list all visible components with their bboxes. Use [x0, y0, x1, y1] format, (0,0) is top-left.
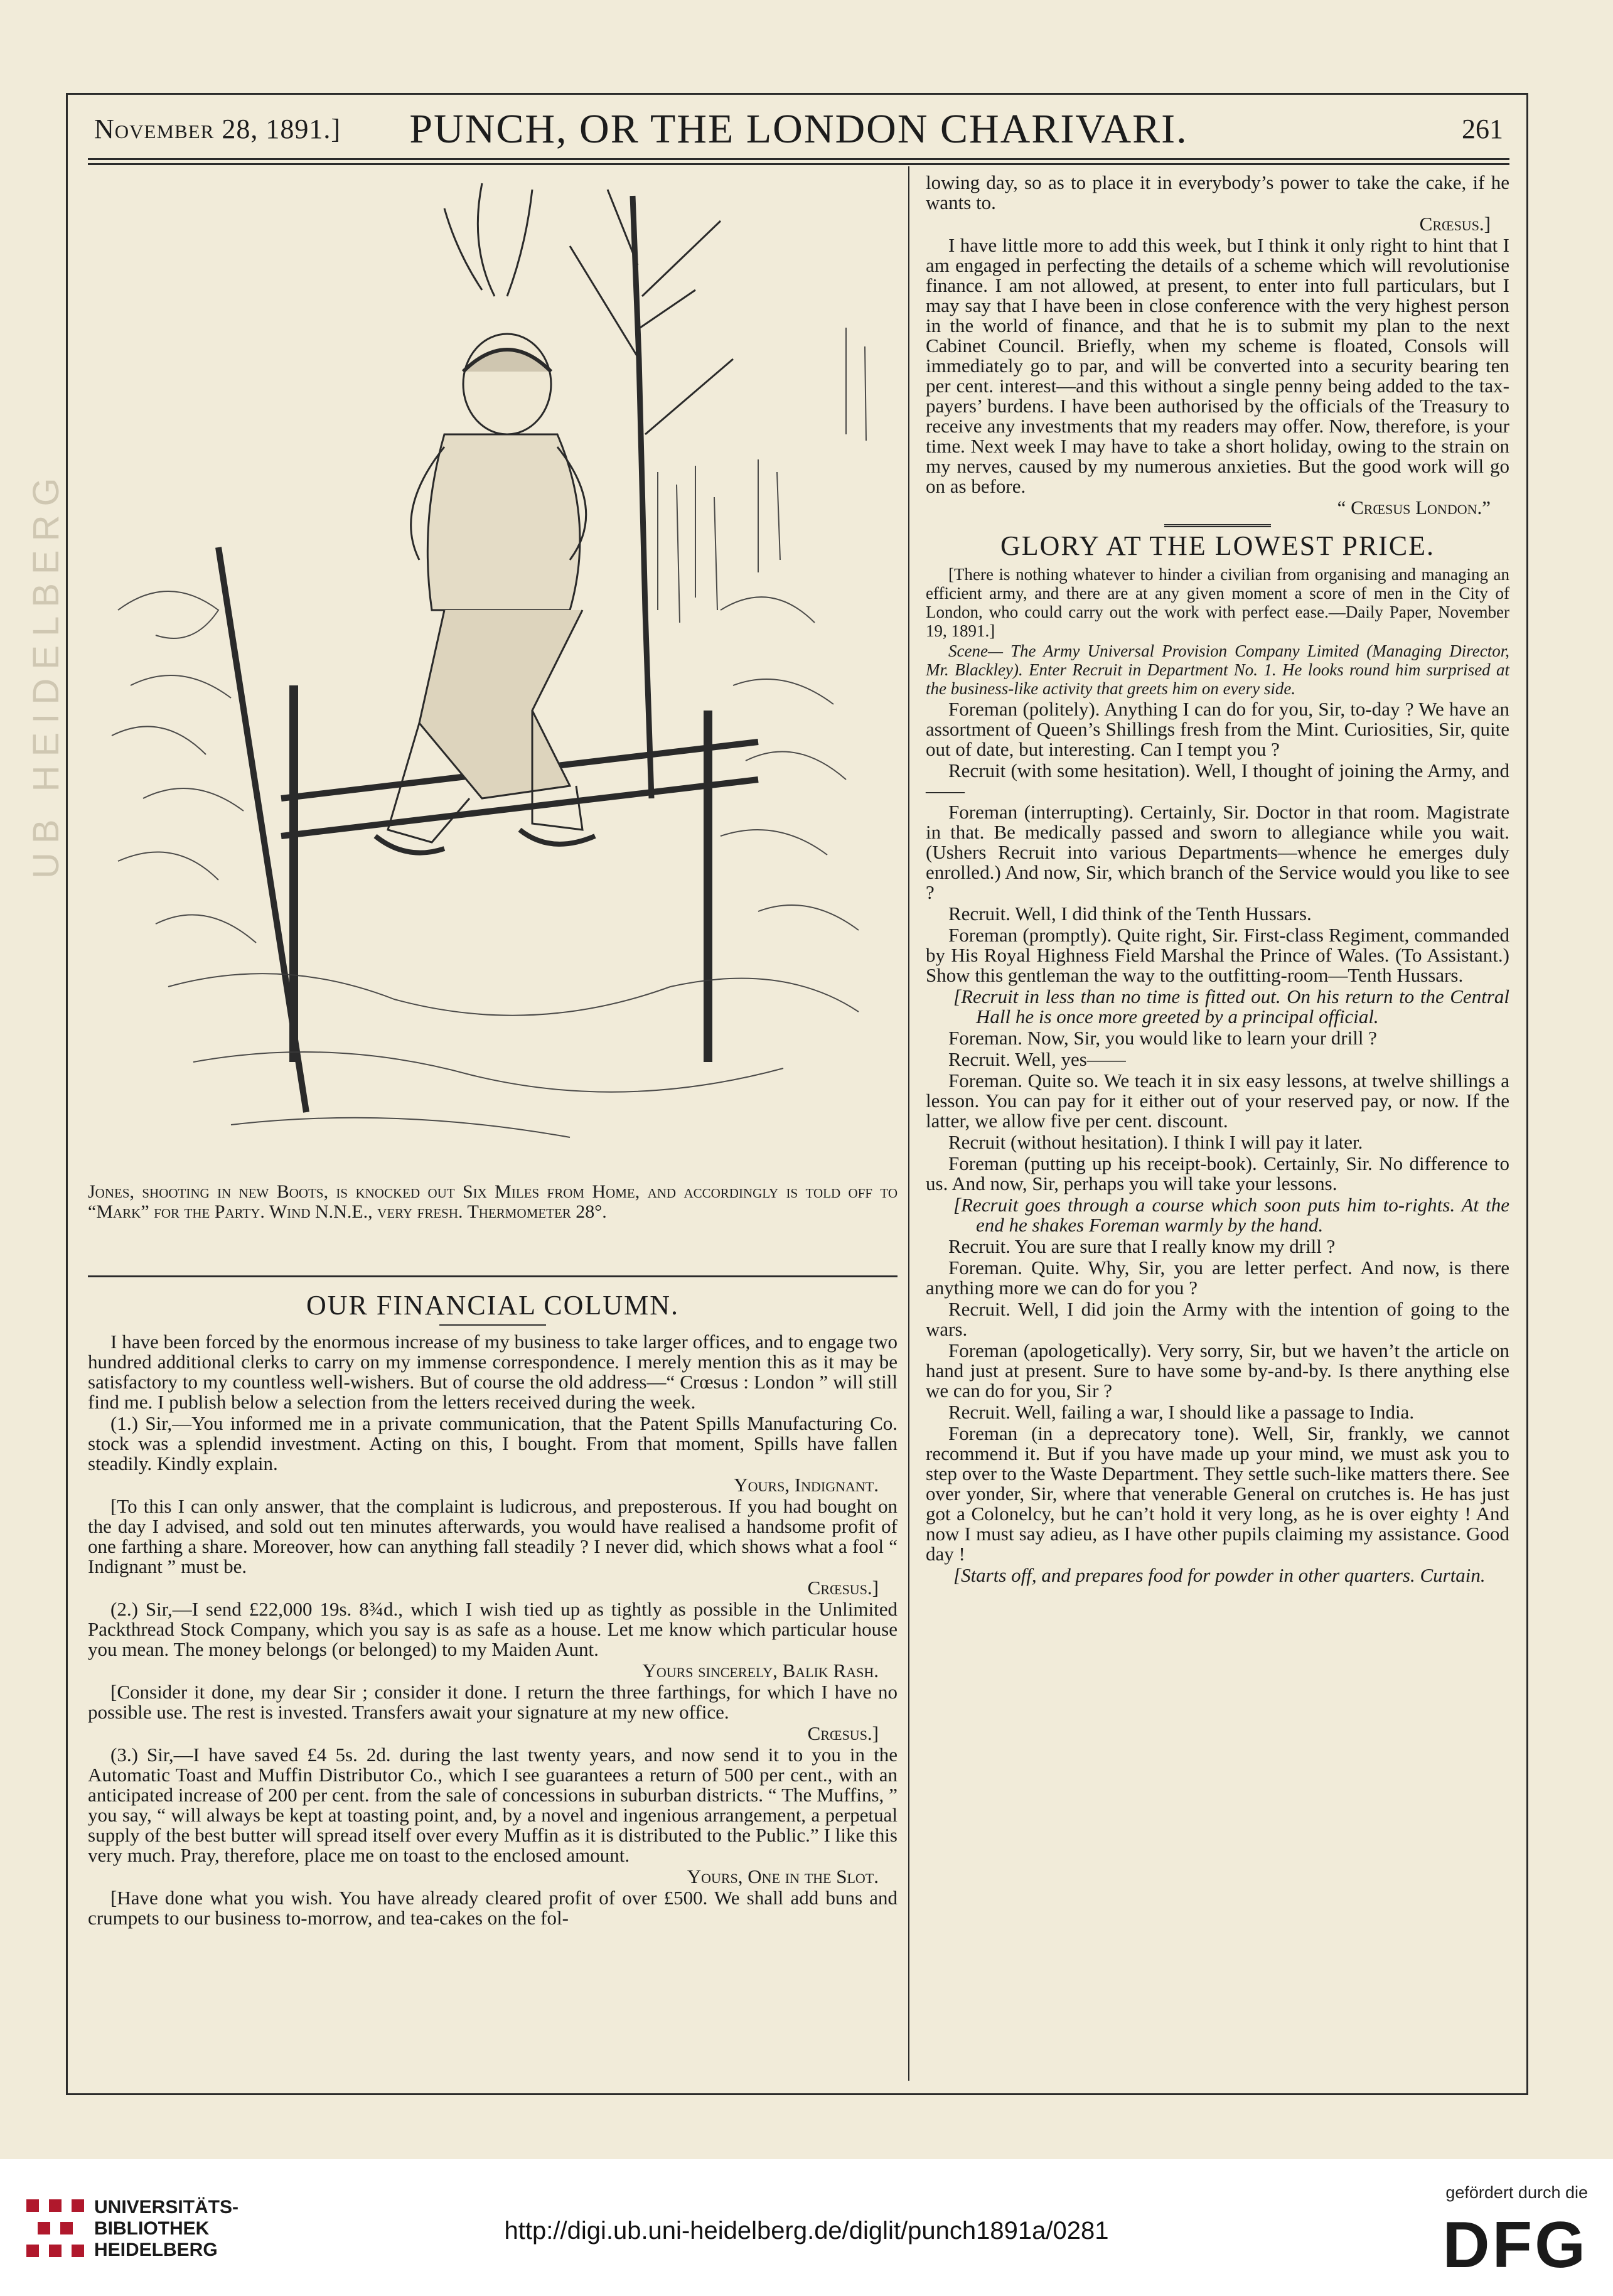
stage-direction-1: [Recruit in less than no time is fitted out. On his return to the Central Hall he is once more greeted by a principal official. [953, 985, 1509, 1027]
header-rule-bottom [88, 163, 1509, 165]
digitization-footer [0, 2159, 1613, 2296]
glory-epigraph: [There is nothing whatever to hinder a civilian from organising and managing an efficient army, and there are at any given moment a score of men in the City of London, who could carry out the work with perfect ease.—Daily Paper, November 19, 1891.] [926, 565, 1509, 640]
dialogue-line: Recruit. Well, I did join the Army with the intention of going to the wars. [926, 1298, 1509, 1340]
dfg-logo-text: DFG [1442, 2209, 1588, 2282]
financial-closing-signature: “ Crœsus London.” [1337, 496, 1491, 518]
illustration-caption: Jones, shooting in new Boots, is knocked out Six Miles from Home, and accordingly is told off to “Mark” for the Party. Wind N.N.E., very fresh. Thermometer 28°. [88, 1181, 898, 1222]
dialogue-line: Recruit. Well, failing a war, I should like a passage to India. [948, 1401, 1415, 1423]
financial-intro: I have been forced by the enormous increase of my business to take larger offices, and to engage two hundred additional clerks to carry on my immense correspondence. I merely mention this as it may be satisfactory to my countless well-wishers. But of course the old address—“ Crœsus : London ” will still find me. I publish below a selection from the letters received during the week. [88, 1331, 898, 1413]
dialogue-line: Recruit (without hesitation). I think I will pay it later. [948, 1131, 1363, 1153]
dialogue-line: Recruit. Well, yes—— [948, 1048, 1126, 1070]
dialogue-line: Foreman (politely). Anything I can do for you, Sir, to-day ? We have an assortment of Queen’s Shillings fresh from the Mint. Curiosities, Sir, quite out of date, but interesting. Can I tempt you ? [926, 698, 1509, 760]
masthead-title: PUNCH, OR THE LONDON CHARIVARI. [409, 106, 1188, 152]
letter-1: (1.) Sir,—You informed me in a private communication, that the Patent Spills Manufacturing Co. stock was a splendid investment. Acting on this, I bought. From that moment, Spills have fallen steadily. Kindly explain. [88, 1412, 898, 1474]
letter-2: (2.) Sir,—I send £22,000 19s. 8¾d., which I wish tied up as tightly as possible in the Unlimited Packthread Stock Company, which you say is as safe as a house. Let me know which particular house you mean. The money belongs (or belonged) to my Maiden Aunt. [88, 1598, 898, 1660]
library-line: UNIVERSITÄTS- [94, 2197, 239, 2218]
title-rule [439, 1324, 546, 1326]
reply-1: [To this I can only answer, that the complaint is ludicrous, and preposterous. If you had bought on the day I advised, and sold out ten minutes afterwards, you would have realised a handsome profit of one farthing a share. Moreover, how can anything fall steadily ? I never did, which shows what a fool “ Indignant ” must be. [88, 1495, 898, 1577]
reply-3: [Have done what you wish. You have already cleared profit of over £500. We shall add buns and crumpets to our business to-morrow, and tea-cakes on the fol- [88, 1887, 898, 1929]
permalink-url[interactable]: http://digi.ub.uni-heidelberg.de/diglit/punch1891a/0281 [504, 2217, 1109, 2245]
running-header [88, 105, 1509, 156]
glory-scene: Scene— The Army Universal Provision Company Limited (Managing Director, Mr. Blackley). Enter Recruit in Department No. 1. He looks round him surprised at the business-like activity that greets him on every side. [926, 641, 1509, 698]
reply-2-signature: Crœsus.] [807, 1722, 879, 1744]
section-divider [1164, 524, 1271, 527]
financial-closing: I have little more to add this week, but I think it only right to hint that I am engaged in perfecting the details of a scheme which will revolutionise finance. I am not allowed, at present, to enter into full particulars, but I may say that I have been in close conference with the very highest person in the world of finance, and that he is to submit my plan to the next Cabinet Council. Briefly, when my scheme is floated, Consols will immediately go to par, and will be converted into a security bearing ten per cent. interest—and this without a single penny being added to the tax-payers’ burdens. I have been authorised by the officials of the Treasury to receive any investments that my readers may offer. Now, therefore, is your time. Next week I may have to take a short holiday, owing to the strain on my nerves, caused by my numerous anxieties. But the good work will go on as before. [926, 234, 1509, 497]
dialogue-line: Recruit. Well, I did think of the Tenth Hussars. [948, 903, 1312, 925]
stage-direction-2: [Recruit goes through a course which soon puts him to-rights. At the end he shakes Foreman warmly by the hand. [953, 1194, 1509, 1236]
dialogue-line: Foreman. Quite so. We teach it in six easy lessons, at twelve shillings a lesson. You can pay for it either out of your reserved pay, or now. If the latter, we allow five per cent. discount. [926, 1070, 1509, 1132]
letter-1-signature: Yours, Indignant. [734, 1474, 879, 1496]
reply-1-signature: Crœsus.] [807, 1577, 879, 1599]
letter-3-signature: Yours, One in the Slot. [687, 1865, 879, 1887]
engraving-sportsman-on-stile-icon [93, 171, 898, 1175]
library-line: HEIDELBERG [94, 2240, 218, 2260]
dialogue-line: Foreman (putting up his receipt-book). Certainly, Sir. No difference to us. And now, Sir, perhaps you will take your lessons. [926, 1152, 1509, 1194]
dialogue-line: Recruit. You are sure that I really know my drill ? [948, 1235, 1336, 1257]
glory-article-title: GLORY AT THE LOWEST PRICE. [1000, 530, 1435, 561]
dialogue-line: Foreman. Now, Sir, you would like to learn your drill ? [948, 1027, 1377, 1049]
financial-column-title: OUR FINANCIAL COLUMN. [306, 1290, 680, 1321]
dialogue-line: Foreman (promptly). Quite right, Sir. First-class Regiment, commanded by His Royal Highness Field Marshal the Prince of Wales. (To Assistant.) Show this gentleman the way to the outfitting-room—Tenth Hussars. [926, 924, 1509, 986]
reply-2: [Consider it done, my dear Sir ; consider it done. I return the three farthings, for which I have no possible use. The rest is invested. Transfers await your signature at my new office. [88, 1681, 898, 1723]
financial-column [88, 1287, 898, 1929]
right-column [926, 173, 1509, 1587]
dialogue-line: Foreman. Quite. Why, Sir, you are letter perfect. And now, is there anything more we can do for you ? [926, 1257, 1509, 1299]
dialogue-line: Recruit (with some hesitation). Well, I thought of joining the Army, and—— [926, 759, 1509, 802]
dialogue-line: Foreman (in a deprecatory tone). Well, Sir, frankly, we cannot recommend it. But if you have made up your mind, we must ask you to step over to the Waste Department. They settle such-like matters there. See over yonder, Sir, where that venerable General on crutches is. He has just got a Colonelcy, but he can’t hold it very long, as he is over eighty ! And now I must say adieu, as I have other pupils claiming my assistance. Good day ! [926, 1422, 1509, 1565]
dialogue-line: Foreman (apologetically). Very sorry, Sir, but we haven’t the article on hand just at present. Sure to have some by-and-by. Is there anything else we can do for you, Sir ? [926, 1339, 1509, 1402]
page-number: 261 [1462, 114, 1503, 144]
header-date: November 28, 1891.] [94, 114, 341, 144]
letter-3: (3.) Sir,—I have saved £4 5s. 2d. during the last twenty years, and now send it to you in the Automatic Toast and Muffin Distributor Co., which I see guarantees a return of 500 per cent., with an anticipated increase of 200 per cent. from the sale of concessions in suburban districts. “ The Muffins, ” you say, “ will always be kept at toasting point, and, by a novel and ingenious arrangement, a perpetual supply of the best butter will spread itself over every Muffin as it is distributed to the Public.” I like this very much. Pray, therefore, place me on toast to the enclosed amount. [88, 1744, 898, 1866]
caption-rule [88, 1275, 898, 1277]
library-line: BIBLIOTHEK [94, 2218, 210, 2239]
column-divider [908, 166, 909, 2081]
dialogue-line: Foreman (interrupting). Certainly, Sir. Doctor in that room. Magistrate in that. Be medically passed and sworn to allegiance while you wait. (Ushers Recruit into various Departments—whence he emerges duly enrolled.) And now, Sir, which branch of the Service would you like to see ? [926, 801, 1509, 903]
financial-continuation: lowing day, so as to place it in everybody’s power to take the cake, if he wants to. [926, 171, 1509, 213]
funding-text: gefördert durch die [1445, 2183, 1588, 2202]
stage-direction-3: [Starts off, and prepares food for powder in other quarters. Curtain. [953, 1564, 1486, 1586]
header-rule-top [88, 158, 1509, 160]
letter-2-signature: Yours sincerely, Balik Rash. [642, 1660, 879, 1682]
side-watermark-text: UB HEIDELBERG [26, 469, 67, 879]
financial-continuation-signature: Crœsus.] [1419, 213, 1491, 235]
